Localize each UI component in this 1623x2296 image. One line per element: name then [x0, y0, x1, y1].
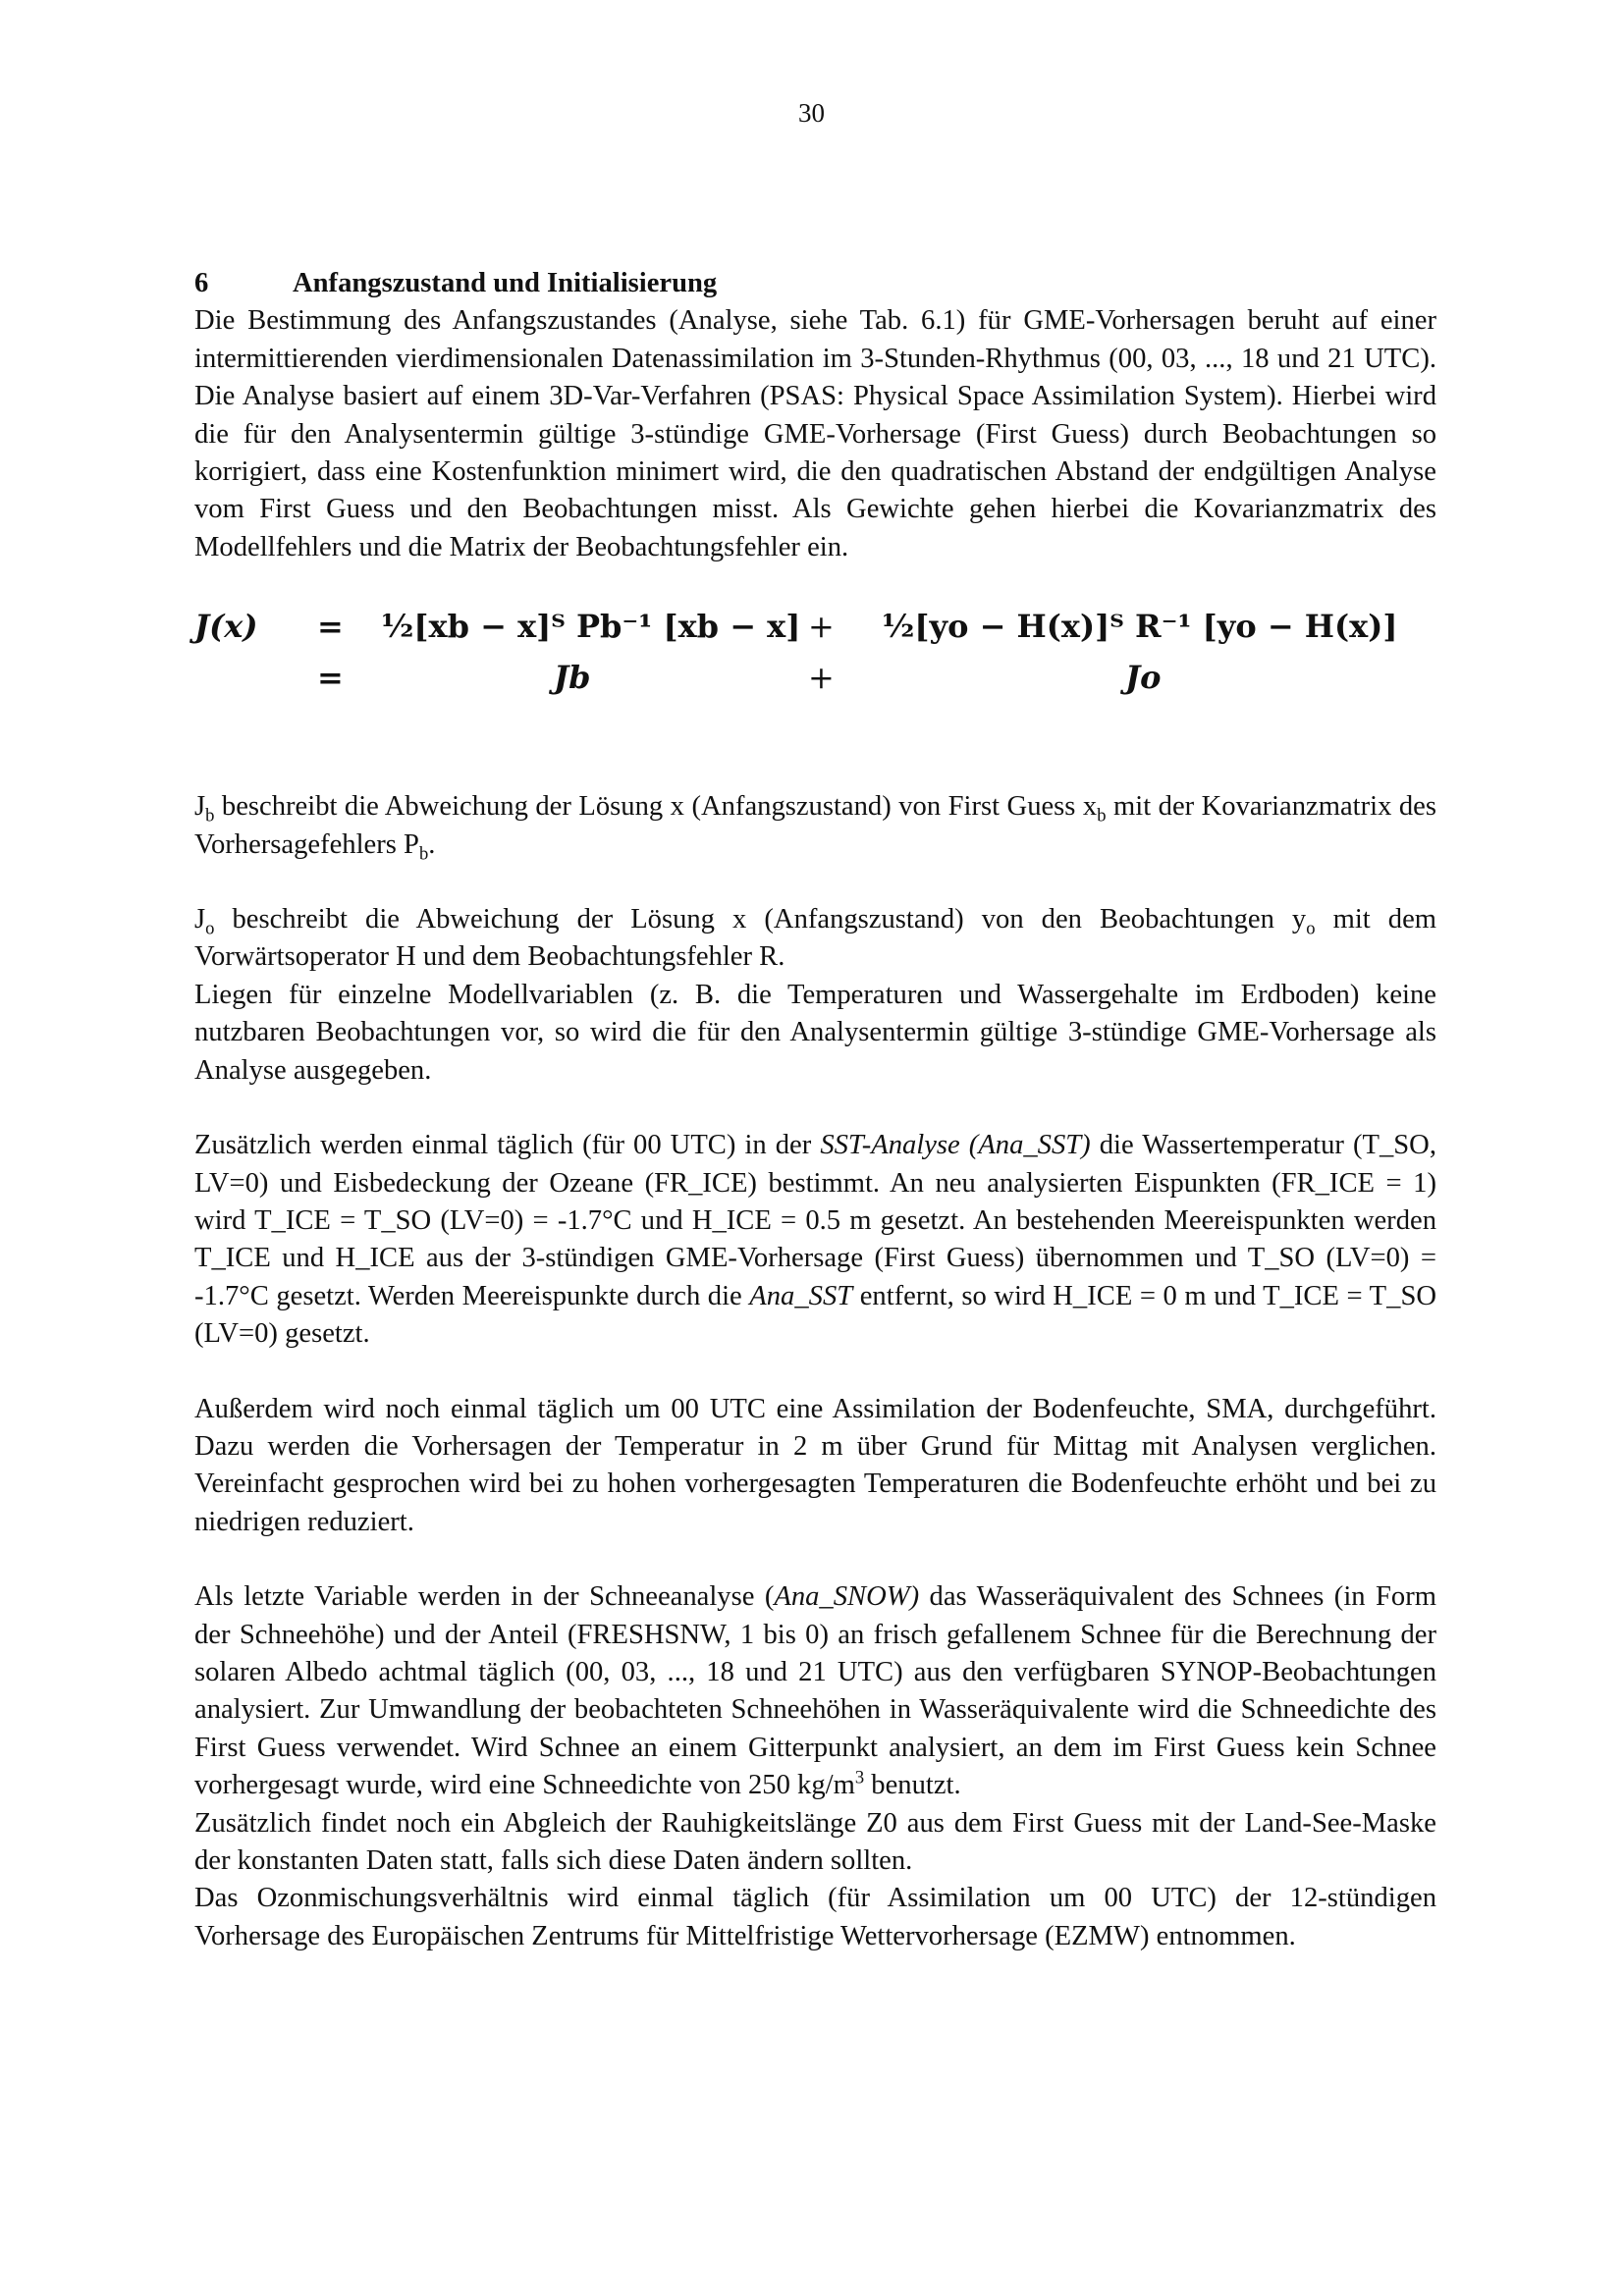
z0-paragraph: Zusätzlich findet noch ein Abgleich der Rauhigkeitslänge Z0 aus dem First Guess mit der Land-See-Maske der konstanten Daten statt, falls sich diese Daten ändern sollten.	[194, 1807, 1436, 1876]
jb-paragraph: $J_b$ beschreibt die Abweichung der Lösung x (Anfangszustand) von First Guess $x_b$ mit der Kovarianzmatrix des Vorhersagefehlers $P_b$.	[194, 791, 1436, 865]
sma-paragraph: Außerdem wird noch einmal täglich um 00 UTC eine Assimilation der Bodenfeuchte, SMA, durchgeführt. Dazu werden die Vorhersagen der Temperatur in 2 m über Grund für Mittag mit Analysen verglichen. Vereinfacht gesprochen wird bei zu hohen vorhergesagten Temperaturen die Bodenfeuchte erhöht und bei zu niedrigen reduziert.	[194, 1393, 1436, 1537]
section-number: 6	[194, 268, 209, 298]
formula-plus-2: +	[808, 659, 835, 697]
sst-paragraph: Zusätzlich werden einmal täglich (für 00 UTC) in der SST-Analyse (Ana_SST) die Wassertemperatur (T_SO, LV=0) und Eisbedeckung der Ozeane (FR_ICE) bestimmt. An neu analysierten Eispunkten (FR_ICE = 1) wird T_ICE = T_SO (LV=0) = -1.7°C und H_ICE = 0.5 m gesetzt. An bestehenden Meereispunkten werden T_ICE und H_ICE aus der 3-stündigen GME-Vorhersage (First Guess) übernommen und T_SO (LV=0) = -1.7°C gesetzt. Werden Meereispunkte durch die Ana_SST entfernt, so wird H_ICE = 0 m und T_ICE = T_SO (LV=0) gesetzt.	[194, 1130, 1436, 1350]
page-content	[194, 265, 1436, 1955]
ozone-paragraph: Das Ozonmischungsverhältnis wird einmal täglich (für Assimilation um 00 UTC) der 12-stündigen Vorhersage des Europäischen Zentrums für Mittelfristige Wettervorhersage (EZMW) entnommen.	[194, 1883, 1436, 1951]
formula-jb-term: ½[xb − x]ᵀ Pb⁻¹ [xb − x]	[381, 608, 801, 646]
intro-paragraph: Die Bestimmung des Anfangszustandes (Analyse, siehe Tab. 6.1) für GME-Vorhersagen beruht auf einer intermittierenden vierdimensionalen Datenassimilation im 3-Stunden-Rhythmus (00, 03, ..., 18 und 21 UTC). Die Analyse basiert auf einem 3D-Var-Verfahren (PSAS: Physical Space Assimilation System). Hierbei wird die für den Analysentermin gültige 3-stündige GME-Vorhersage (First Guess) durch Beobachtungen so korrigiert, dass eine Kostenfunktion minimert wird, die den quadratischen Abstand der endgültigen Analyse vom First Guess und den Beobachtungen misst. Als Gewichte gehen hierbei die Kovarianzmatrix des Modellfehlers und die Matrix der Beobachtungsfehler ein.	[194, 305, 1436, 562]
snow-paragraph: Als letzte Variable werden in der Schneeanalyse (Ana_SNOW) das Wasseräquivalent des Schnees (in Form der Schneehöhe) und der Anteil (FRESHSNW, 1 bis 0) an frisch gefallenem Schnee für die Berechnung der solaren Albedo achtmal täglich (00, 03, ..., 18 und 21 UTC) aus den verfügbaren SYNOP-Beobachtungen analysiert. Zur Umwandlung der beobachteten Schneehöhen in Wasseräquivalente wird die Schneedichte des First Guess verwendet. Wird Schnee an einem Gitterpunkt analysiert, an dem im First Guess kein Schnee vorhergesagt wurde, wird eine Schneedichte von 250 $kg/m^3$ benutzt.	[194, 1581, 1436, 1801]
formula-plus: +	[808, 608, 835, 646]
formula-equals: =	[317, 608, 344, 646]
no-obs-paragraph: Liegen für einzelne Modellvariablen (z. B. die Temperaturen und Wassergehalte im Erdboden) keine nutzbaren Beobachtungen vor, so wird die für den Analysentermin gültige 3-stündige GME-Vorhersage als Analyse ausgegeben.	[194, 979, 1436, 1086]
cost-function-formula	[194, 608, 1436, 725]
formula-lhs: J(x)	[194, 608, 258, 646]
page-number: 30	[798, 98, 825, 128]
formula-jb-label: Jb	[554, 659, 591, 697]
section-heading	[194, 265, 1436, 302]
jo-paragraph: $J_o$ beschreibt die Abweichung der Lösung x (Anfangszustand) von den Beobachtungen $y_o$ mit dem Vorwärtsoperator H und dem Beobachtungsfehler R.	[194, 904, 1437, 973]
formula-equals-2: =	[317, 659, 344, 697]
formula-jo-term: ½[yo − H(x)]ᵀ R⁻¹ [yo − H(x)]	[882, 608, 1398, 646]
formula-jo-label: Jo	[1125, 659, 1162, 697]
section-title: Anfangszustand und Initialisierung	[293, 268, 718, 298]
